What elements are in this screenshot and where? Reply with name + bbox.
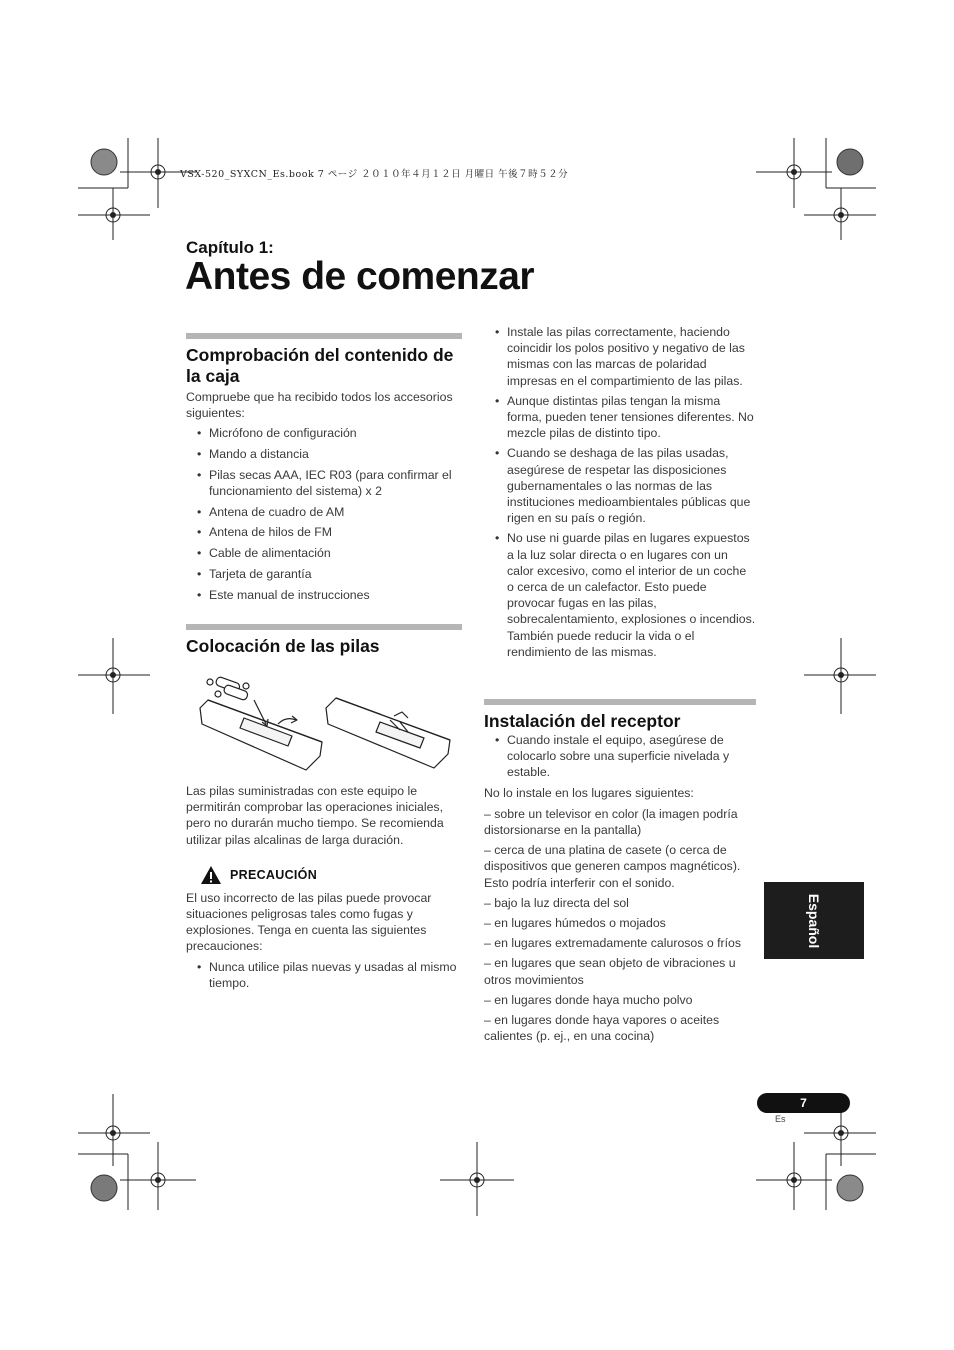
list-item: • Cable de alimentación <box>186 545 462 561</box>
caution-header <box>200 865 462 885</box>
list-item: • Tarjeta de garantía <box>186 566 462 582</box>
list-item: • Instale las pilas correctamente, haciendo coincidir los polos positivo y negativo de las mismas con las marcas de polaridad impresas en el compartimiento de las pilas. <box>484 324 756 389</box>
place-item: – en lugares donde haya mucho polvo <box>484 992 693 1007</box>
list-item: • Mando a distancia <box>186 446 462 462</box>
section-rule <box>186 333 462 339</box>
install-section <box>484 699 756 1044</box>
language-tab <box>764 882 864 959</box>
list-item: • Aunque distintas pilas tengan la misma forma, pueden tener tensiones diferentes. No mezcle pilas de distinto tipo. <box>484 393 756 442</box>
install-intro: No lo instale en los lugares siguientes: <box>484 785 694 800</box>
section-heading-box-contents: Comprobación del contenido de la caja <box>186 345 454 386</box>
caution-text: El uso incorrecto de las pilas puede provocar situaciones peligrosas tales como fugas y explosiones. Tenga en cuenta las siguientes precauciones: <box>186 890 432 954</box>
section-rule <box>484 699 756 705</box>
box-contents-intro: Compruebe que ha recibido todos los accesorios siguientes: <box>186 390 453 421</box>
list-item: • Nunca utilice pilas nuevas y usadas al mismo tiempo. <box>186 959 462 991</box>
page-number: 7 <box>757 1093 850 1113</box>
install-list <box>484 732 756 781</box>
place-item: – en lugares húmedos o mojados <box>484 916 666 931</box>
right-column-battery-list <box>484 324 756 660</box>
page-language: Es <box>775 1114 786 1124</box>
batteries-paragraph: Las pilas suministradas con este equipo le permitirán comprobar las operaciones iniciales, pero no durarán mucho tiempo. Se recomienda utilizar pilas alcalinas de larga duración. <box>186 784 444 847</box>
battery-precautions-list <box>484 324 756 660</box>
list-item: • No use ni guarde pilas en lugares expuestos a la luz solar directa o en lugares con un calor excesivo, como el interior de un coche o cerca de un calefactor. Esto puede provocar fugas en las pilas, sobrecalentamiento, explosiones o incendios. También puede reducir la vida o el rendimiento de las mismas. <box>484 530 756 660</box>
list-item: • Antena de hilos de FM <box>186 524 462 540</box>
list-item: • Micrófono de configuración <box>186 425 462 441</box>
list-item: • Cuando se deshaga de las pilas usadas, asegúrese de respetar las disposiciones gubernamentales o las normas de las instituciones medioambientales públicas que rigen en su país o región. <box>484 445 756 526</box>
section-heading-batteries: Colocación de las pilas <box>186 636 380 656</box>
place-item: – sobre un televisor en color (la imagen podría distorsionarse en la pantalla) <box>484 806 738 838</box>
list-item: • Este manual de instrucciones <box>186 587 462 603</box>
language-tab-label: Español <box>806 893 822 948</box>
caution-list <box>186 959 462 991</box>
battery-illustration <box>194 672 460 776</box>
place-item: – en lugares que sean objeto de vibraciones u otros movimientos <box>484 956 736 987</box>
place-item: – bajo la luz directa del sol <box>484 895 629 910</box>
batteries-text <box>186 783 462 991</box>
section-rule <box>186 624 462 630</box>
place-item: – cerca de una platina de casete (o cerca de dispositivos que generen campos magnéticos). Esto podría interferir con el sonido. <box>484 843 741 890</box>
place-item: – en lugares extremadamente calurosos o fríos <box>484 936 742 951</box>
place-item: – en lugares donde haya vapores o aceites calientes (p. ej., en una cocina) <box>484 1013 720 1044</box>
chapter-label: Capítulo 1: <box>186 238 274 257</box>
caution-label: PRECAUCIÓN <box>230 867 318 882</box>
accessories-list <box>186 425 462 602</box>
list-item: • Cuando instale el equipo, asegúrese de colocarlo sobre una superficie nivelada y estable. <box>484 732 756 781</box>
list-item: • Pilas secas AAA, IEC R03 (para confirmar el funcionamiento del sistema) x 2 <box>186 467 462 499</box>
print-header: VSX-520_SYXCN_Es.book 7 ページ ２０１０年４月１２日 月曜日 午後７時５２分 <box>180 169 569 180</box>
list-item: • Antena de cuadro de AM <box>186 504 462 520</box>
left-column <box>186 333 462 603</box>
chapter-title: Antes de comenzar <box>185 255 535 298</box>
batteries-section <box>186 624 462 657</box>
warning-icon <box>200 865 222 885</box>
section-heading-install: Instalación del receptor <box>484 711 681 731</box>
